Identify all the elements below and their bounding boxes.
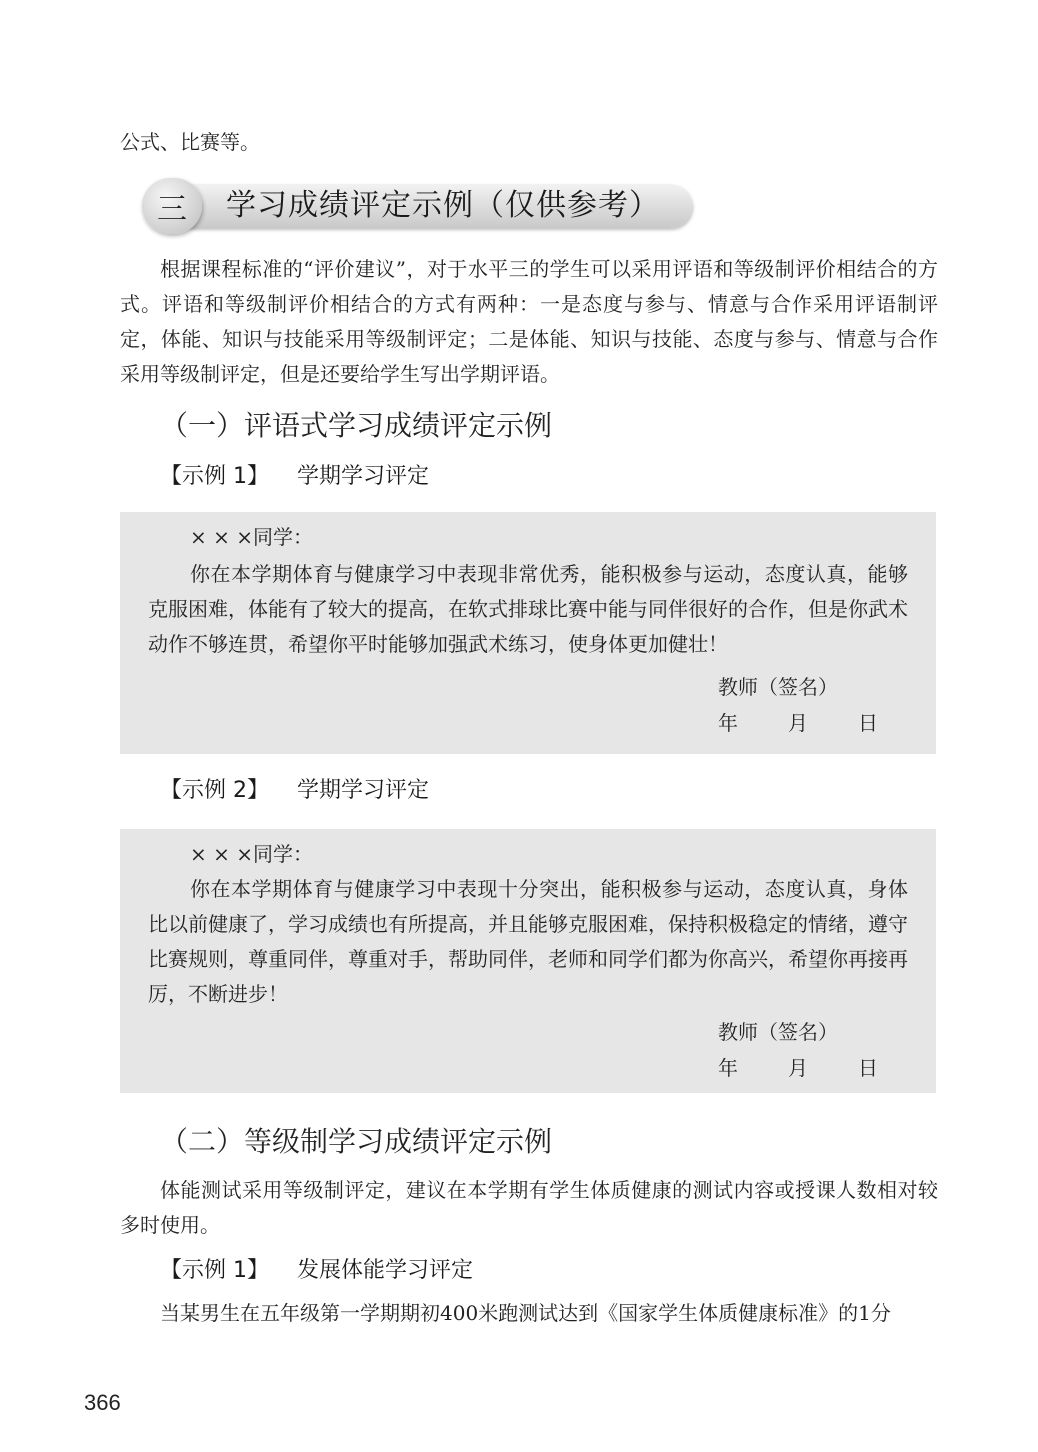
section-number-badge: 三 [142, 178, 202, 234]
date-line [718, 1051, 928, 1086]
last-line: 当某男生在五年级第一学期期初400米跑测试达到《国家学生体质健康标准》的1分 [160, 1301, 891, 1325]
page-number: 366 [84, 1390, 121, 1415]
comment-box-2 [120, 829, 936, 1093]
greeting: × × ×同学： [190, 842, 313, 866]
section-title: 学习成绩评定示例（仅供参考） [226, 188, 660, 223]
example-tag: 【示例 2】 [160, 778, 269, 803]
example-tag: 【示例 1】 [160, 1258, 269, 1283]
comment-body: 你在本学期体育与健康学习中表现十分突出，能积极参与运动，态度认真，身体比以前健康了，学习成绩也有所提高，并且能够克服困难，保持积极稳定的情绪，遵守比赛规则，尊重同伴，尊重对手，帮助同伴，老师和同学们都为你高兴，希望你再接再厉，不断进步！ [148, 877, 908, 1006]
example-label: 学期学习评定 [297, 778, 430, 803]
date-day: 日 [858, 711, 878, 735]
example-2-heading [160, 775, 429, 807]
subheading-1: （一）评语式学习成绩评定示例 [160, 409, 553, 442]
greeting: × × ×同学： [190, 525, 313, 549]
date-line [718, 706, 928, 741]
section-banner [142, 178, 694, 234]
date-year: 年 [718, 711, 738, 735]
comment-box-1 [120, 512, 936, 754]
teacher-signature: 教师（签名） [718, 1020, 838, 1044]
date-month: 月 [788, 711, 808, 735]
date-year: 年 [718, 1056, 738, 1080]
teacher-signature: 教师（签名） [718, 675, 838, 699]
date-day: 日 [858, 1056, 878, 1080]
example-label: 学期学习评定 [297, 464, 430, 489]
intro-paragraph: 根据课程标准的“评价建议”，对于水平三的学生可以采用评语和等级制评价相结合的方式。评语和等级制评价相结合的方式有两种：一是态度与参与、情意与合作采用评语制评定，体能、知识与技能采用等级制评定；二是体能、知识与技能、态度与参与、情意与合作采用等级制评定，但是还要给学生写出学期评语。 [120, 257, 938, 386]
subheading-2: （二）等级制学习成绩评定示例 [160, 1125, 553, 1158]
continuation-line: 公式、比赛等。 [120, 130, 260, 154]
comment-body: 你在本学期体育与健康学习中表现非常优秀，能积极参与运动，态度认真，能够克服困难，体能有了较大的提高，在软式排球比赛中能与同伴很好的合作，但是你武术动作不够连贯，希望你平时能够加强武术练习，使身体更加健壮！ [148, 562, 908, 656]
example-tag: 【示例 1】 [160, 464, 269, 489]
example-label: 发展体能学习评定 [297, 1258, 474, 1283]
example-3-heading [160, 1255, 473, 1287]
date-month: 月 [788, 1056, 808, 1080]
example-1-heading [160, 461, 429, 493]
part2-intro: 体能测试采用等级制评定，建议在本学期有学生体质健康的测试内容或授课人数相对较多时使用。 [120, 1178, 938, 1237]
